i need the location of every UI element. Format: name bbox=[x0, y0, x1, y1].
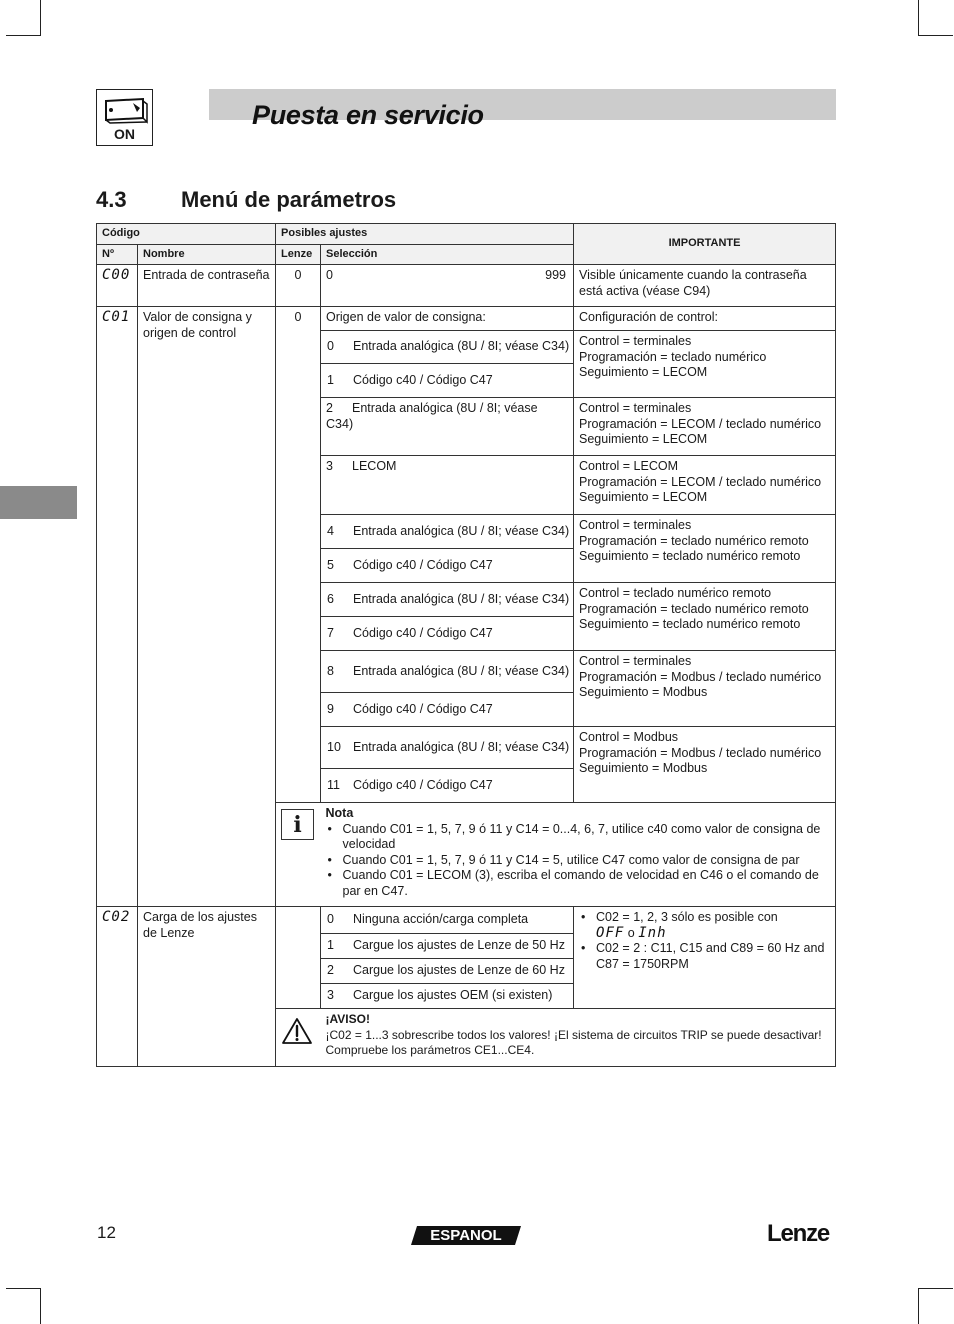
lenze-empty bbox=[276, 398, 321, 456]
lenze-default: 0 bbox=[276, 307, 321, 331]
selection-header: Origen de valor de consigna: bbox=[321, 307, 574, 331]
option-item: 0 Ninguna acción/carga completa bbox=[327, 912, 529, 926]
option-item: 6 Entrada analógica (8U / 8I; véase C34) bbox=[327, 591, 570, 606]
option-item: 8 Entrada analógica (8U / 8I; véase C34) bbox=[327, 663, 570, 678]
option-group bbox=[321, 331, 574, 398]
option-group bbox=[321, 727, 574, 803]
important-notes bbox=[574, 907, 836, 1009]
option-item: 0 Entrada analógica (8U / 8I; véase C34) bbox=[327, 339, 570, 353]
param-name: Carga de los ajustes de Lenze bbox=[138, 907, 276, 1067]
col-importante: IMPORTANTE bbox=[574, 224, 836, 265]
important-text: Visible únicamente cuando la contraseña está activa (véase C94) bbox=[574, 265, 836, 307]
config-block: Control = Modbus Programación = Modbus / teclado numérico Seguimiento = Modbus bbox=[574, 727, 836, 803]
option-item: 3 Cargue los ajustes OEM (si existen) bbox=[321, 983, 573, 1008]
range-min: 0 bbox=[326, 268, 333, 282]
page-title: Puesta en servicio bbox=[252, 100, 484, 130]
warning-icon-cell bbox=[276, 1009, 321, 1067]
lenze-empty bbox=[276, 907, 321, 1009]
option-item: 7 Código c40 / Código C47 bbox=[321, 616, 573, 650]
range-max: 999 bbox=[545, 268, 567, 282]
option-item: 1 Código c40 / Código C47 bbox=[321, 363, 573, 397]
lenze-empty bbox=[276, 331, 321, 398]
param-name: Valor de consigna y origen de control bbox=[138, 307, 276, 907]
param-name: Entrada de contraseña bbox=[138, 265, 276, 307]
lenze-empty bbox=[276, 583, 321, 651]
code-c01 bbox=[97, 307, 138, 907]
lenze-empty bbox=[276, 651, 321, 727]
table-row bbox=[97, 265, 836, 307]
note-title: Nota bbox=[325, 806, 354, 820]
option-item: 10 Entrada analógica (8U / 8I; véase C34) bbox=[327, 739, 570, 754]
crop-mark bbox=[918, 0, 919, 36]
note-item: • Cuando C01 = 1, 5, 7, 9 ó 11 y C14 = 0...4, 6, 7, utilice c40 como valor de consigna de velocidad bbox=[343, 822, 831, 853]
parameter-table bbox=[96, 223, 836, 1067]
note-icon-cell bbox=[276, 803, 321, 907]
crop-mark bbox=[6, 35, 41, 36]
option-group bbox=[321, 651, 574, 727]
col-nombre: Nombre bbox=[138, 244, 276, 265]
config-block: Control = terminales Programación = Modbus / teclado numérico Seguimiento = Modbus bbox=[574, 651, 836, 727]
on-label: ON bbox=[114, 126, 135, 142]
crop-mark bbox=[918, 1288, 919, 1324]
table-row bbox=[97, 907, 836, 1009]
selection-range bbox=[321, 265, 574, 307]
warning-triangle-icon bbox=[281, 1017, 313, 1045]
option-item: 4 Entrada analógica (8U / 8I; véase C34) bbox=[327, 523, 570, 538]
option-item: 9 Código c40 / Código C47 bbox=[321, 692, 573, 726]
note-content bbox=[321, 803, 836, 907]
page-number: 12 bbox=[97, 1223, 116, 1242]
code-c02 bbox=[97, 907, 138, 1067]
chapter-tab bbox=[0, 486, 77, 519]
header-row bbox=[97, 224, 836, 245]
config-block: Control = LECOM Programación = LECOM / teclado numérico Seguimiento = LECOM bbox=[574, 456, 836, 515]
brand-logo: Lenze bbox=[767, 1220, 830, 1247]
option-item: 1 Cargue los ajustes de Lenze de 50 Hz bbox=[321, 933, 573, 958]
option-item: 2 Entrada analógica (8U / 8I; véase C34) bbox=[321, 398, 574, 456]
col-codigo: Código bbox=[97, 224, 276, 245]
option-group bbox=[321, 583, 574, 651]
lcd-code: C01 bbox=[102, 309, 131, 325]
warning-text: ¡C02 = 1...3 sobrescribe todos los valores! ¡El sistema de circuitos TRIP se puede desactivar! Compruebe los parámetros CE1...CE4. bbox=[325, 1027, 822, 1057]
lenze-empty bbox=[276, 456, 321, 515]
important-header: Configuración de control: bbox=[574, 307, 836, 331]
option-item: 3 LECOM bbox=[321, 456, 574, 515]
col-lenze: Lenze bbox=[276, 244, 321, 265]
note-item: • C02 = 1, 2, 3 sólo es posible con OFF o Inh bbox=[596, 910, 830, 941]
warning-content bbox=[321, 1009, 836, 1067]
crop-mark bbox=[6, 1288, 41, 1289]
option-item: 5 Código c40 / Código C47 bbox=[321, 548, 573, 582]
section-number: 4.3 bbox=[96, 187, 127, 212]
lenze-empty bbox=[276, 727, 321, 803]
section-title: Menú de parámetros bbox=[181, 187, 397, 212]
language-label: ESPANOL bbox=[430, 1227, 502, 1244]
crop-mark bbox=[40, 1288, 41, 1324]
note-list bbox=[326, 822, 831, 900]
config-block: Control = teclado numérico remoto Programación = teclado numérico remoto Seguimiento = teclado numérico remoto bbox=[574, 583, 836, 651]
crop-mark bbox=[918, 1288, 953, 1289]
col-n: Nº bbox=[97, 244, 138, 265]
table-row bbox=[97, 307, 836, 331]
option-item: 2 Cargue los ajustes de Lenze de 60 Hz bbox=[321, 958, 573, 983]
note-item: • C02 = 2 : C11, C15 and C89 = 60 Hz and C87 = 1750RPM bbox=[596, 941, 830, 972]
config-block: Control = terminales Programación = LECOM / teclado numérico Seguimiento = LECOM bbox=[574, 398, 836, 456]
warning-title: ¡AVISO! bbox=[325, 1012, 370, 1026]
option-group bbox=[321, 515, 574, 583]
note-item: • Cuando C01 = LECOM (3), escriba el comando de velocidad en C46 o el comando de par en C47. bbox=[343, 868, 831, 899]
note-item: • Cuando C01 = 1, 5, 7, 9 ó 11 y C14 = 5, utilice C47 como valor de consigna de par bbox=[343, 853, 831, 869]
lenze-empty bbox=[276, 515, 321, 583]
info-icon: i bbox=[281, 809, 314, 840]
lenze-default: 0 bbox=[276, 265, 321, 307]
option-item: 11 Código c40 / Código C47 bbox=[321, 768, 573, 802]
crop-mark bbox=[918, 35, 953, 36]
lcd-code: C00 bbox=[102, 267, 131, 283]
crop-mark bbox=[40, 0, 41, 36]
lcd-code: C02 bbox=[102, 909, 131, 925]
config-block: Control = terminales Programación = teclado numérico Seguimiento = LECOM bbox=[574, 331, 836, 398]
option-group bbox=[321, 907, 574, 1009]
on-switch-icon bbox=[96, 89, 153, 146]
config-block: Control = terminales Programación = teclado numérico remoto Seguimiento = teclado numérico remoto bbox=[574, 515, 836, 583]
col-posibles: Posibles ajustes bbox=[276, 224, 574, 245]
col-seleccion: Selección bbox=[321, 244, 574, 265]
code-c00 bbox=[97, 265, 138, 307]
